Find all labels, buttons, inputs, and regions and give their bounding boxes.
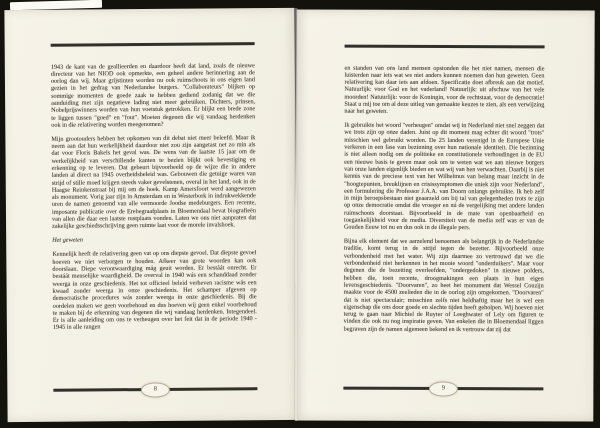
body-paragraph: Bijna elk element dat we aarzelend benoemen als belangrijk in de Nederlandse traditie, komt terug in de strijd tegen de bezetter. Bijvoorbeeld onze verbondenheid met het water. Wij zijn daarmee zo vertrouwd dat we die verbondenheid niet herkennen in het mooie woord "onderduikers". Maar voor degenen die de bezetting overleefden, "ondergedoken" in nieuwe polders, hebben die, toen recente, droogmakingen een plaats in hun eigen levensgeschiedenis. "Doorvaren", zo heet het monument dat Wessel Couzijn maakte voor de 4500 zeelieden die in de oorlog zijn omgekomen. "Doorvaren" dat is niet spectaculair; misschien zelfs niet heldhaftig maar het is wel een eigenschap die ons door goede en slechte tijden heeft geholpen. Wij hoeven niet terug te gaan naar Michiel de Ruyter of Leeghwater of Lely om figuren te vinden die ook nu nog inspiratie geven. Van enkelen die in Bloemendaal liggen begraven zijn de namen algemeen bekend en ik vertrouw dat zij dat <box>343 237 544 333</box>
page-left <box>4 8 297 422</box>
body-paragraph: Kennelijk heeft de relativering geen vat op ons diepste gevoel. Dat diepste gevoel hoeven we niet verborgen te houden. Afkeer van grote woorden kan ook doorslaan. Diepe verontwaardiging mág geuit worden. Er bestáát onrecht. Er bestáát menselijke waardigheid. De overval in 1940 wás een schanddaad zonder weerga in onze geschiedenis. Het tot officieel beleid verheven racisme wás een kwaad zonder weerga in onze geschiedenis. Het schamper afgeven op democratische procedures wás zonder weerga in onze geschiedenis. Bij die oordelen maken we geen voorbehoud en dus hoeven wij geen enkel voorbehoud te maken bij de erkenning van degenen die wij vandaag herdenken. Integendeel. Er is alle aanleiding om ons te verheugen over het feit dat in de periode 1940 - 1945 in alle rangen <box>52 249 257 332</box>
page-number-badge <box>429 381 458 396</box>
body-paragraph: Mijn grootouders hebben het opkomen van dit debat niet meer beleefd. Maar ik neem aan dat hun werkelijkheid daardoor niet zou zijn aangetast net zo min als dat voor Floris Bakels het geval was. De wens van de laatste 15 jaar om de werkelijkheid van verschillende kanten te bezien blijkt ook bevestiging en erkenning op te leveren. Dat gebeurt bijvoorbeeld op de wijze die in andere landen al direct na 1945 overheidsbeleid was. Gebouwen die getuige waren van strijd of stille moed krijgen steeds vaker gevelstenen, overal in het land, ook in de Haagse Reinkenstraat bij mij om de hoek. Kamp Amersfoort werd aangewezen als monument. Vorig jaar zijn in Amsterdam en in Westerbork in indrukwekkende uren de namen genoemd van alle vermoorde Joodse medeburgers. Een recente, imposante publicatie over de Erebegraafplaats in Bloemendaal bevat biografieën van allen die daar een laatste rustplaats vonden. Laten we ons niet aanpraten dat zakelijke geschiedsschrijving geen ruimte laat voor de morele invalshoek. <box>51 133 257 231</box>
body-paragraph: Ik gebruikte het woord "verheugen" omdat wij in Nederland niet snel zeggen dat we trots zijn op onze daden. Juist op dit moment mag echter dit woord "trots" misschien wel gebruikt worden. De 25 landen verenigd in de Europese Unie verkeren in een fase van bezinning over hun nationale identiteit. Die bezinning is niet alleen nodig om de politieke en constitutionele verhoudingen in de EU een nieuwe basis te geven maar ook om te weten wat we aan nieuwe burgers van onze landen eigenlijk bieden en wat wij van hen verwachten. Daarbij is niet kennis van de preciese text van het Wilhelmus van belang maar inzicht in de "hoogtepunten, breuklijnen en crisissymptomen die uniek zijn voor Nederland", een formulering die Professor J.A.A. van Doorn onlangs gebruikte. Ik heb zelf in mijn beroepsbestaan niet geaarzeld om bij tal van gelegenheden trots te zijn op onze democratie omdat die vroeger en nú de vergelijking met andere landen ruimschoots doorstaat. Bijvoorbeeld in de mate van openbaarheid en toegankelijkheid voor de media. Diversiteit van de media zelf was er van de Gouden Eeuw tot nu en dus ook in de illegale pers. <box>343 121 545 232</box>
text-column-right <box>344 45 545 340</box>
page-number: 9 <box>441 384 446 392</box>
page-right <box>295 9 594 421</box>
header-rule <box>345 45 545 48</box>
page-number-badge <box>141 382 170 397</box>
page-number: 8 <box>153 385 158 393</box>
text-column-left <box>51 42 257 338</box>
page-footer-right <box>343 382 543 396</box>
page-footer-left <box>53 382 257 397</box>
header-rule <box>51 42 255 46</box>
body-paragraph: en standen van ons land mensen opstonden die het niet namen, mensen die luisterden naar iets wat we niet anders kunnen noemen dan hun geweten. Geen relativering kan daar iets aan afdoen. Specificatie doet afbreuk aan dat motief. Natuurlijk: voor God en het vaderland! Natuurlijk: uit afschuw van het vele moorden! Natuurlijk: voor de Koningin, voor de rechtstaat, voor de democratie! Staat u mij toe om al deze uitleg van gemaakte keuzes te zien, als een verwijzing naar het geweten. <box>344 64 545 116</box>
section-heading: Het geweten <box>52 236 83 244</box>
body-paragraph: 1943 de kant van de geallieerden en daardoor heeft dat land, zoals de nieuwe directeur van het NIOD ook opmerkte, een geheel andere herinnering aan de oorlog dan wij. Maar grijstinten worden nu ook ruimschoots in ons eigen land gezien in het gedrag van Nederlandse burgers. "Collaborateurs" blijken op sommige momenten de goede zaak te hebben gediend zodanig dat we die aanduiding met zijn negatieve lading niet meer gebruiken. Dichters, prinsen, Nobelprijswinners worden van hun voetstuk getrokken. Er blijkt een brede zone te liggen tussen "goed" en "fout". Moeten degenen die wij vandaag herdenken ook in die relativering worden meegenomen? <box>50 61 256 129</box>
gutter-crease <box>294 8 298 421</box>
